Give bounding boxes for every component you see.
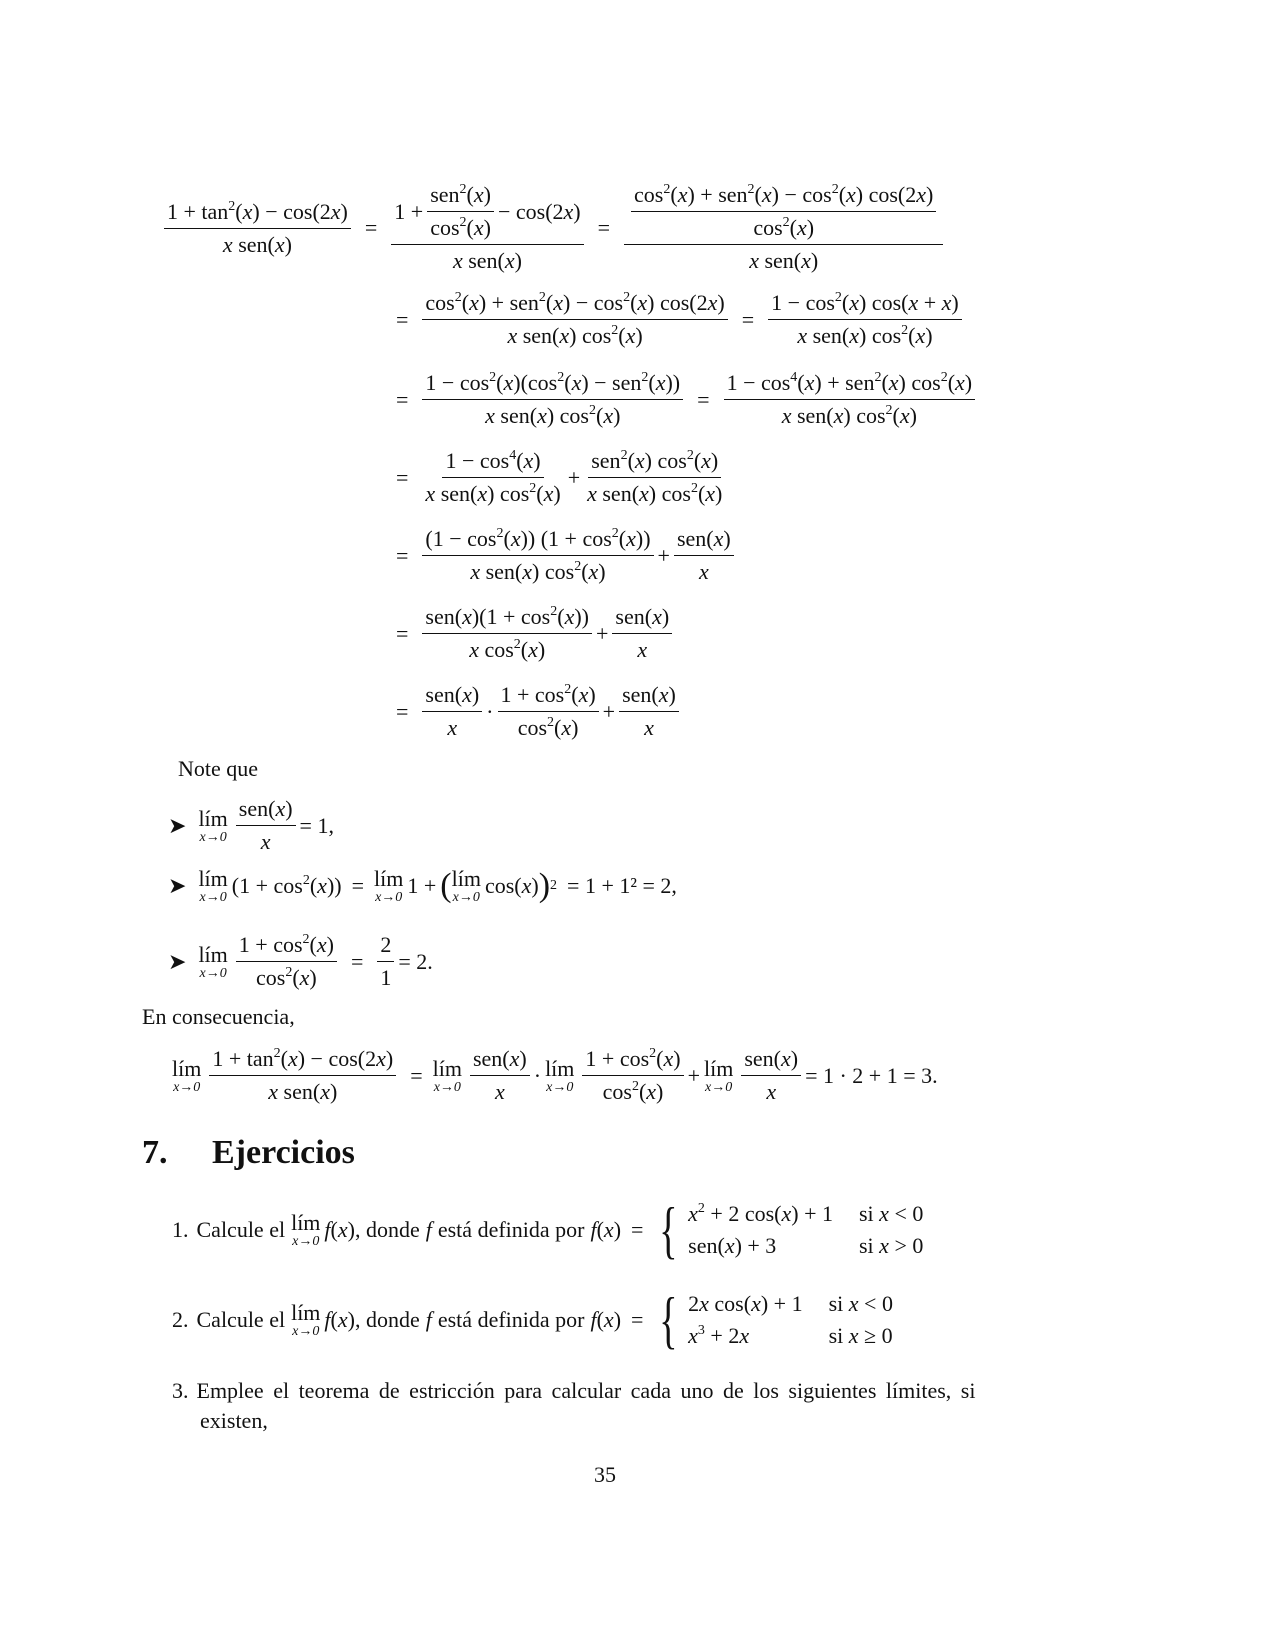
arrowhead-bullet-icon: ➤ (168, 812, 187, 838)
section-number: 7. (142, 1134, 168, 1171)
page-number: 35 (594, 1462, 616, 1487)
conclusion-intro: En consecuencia, (142, 1004, 295, 1029)
arrowhead-bullet-icon: ➤ (168, 948, 187, 974)
equation-row-4: = $\frac{1 - \cos^4(x)}{x sen(x) \cos^2(x)}$ + $\frac{sen^2(x) \cos^2(x)}{x sen(x) \cos^2(x)}$ (396, 448, 723, 506)
exercise-3 (172, 1378, 975, 1434)
limit-note-1-result: = 1, (299, 812, 334, 838)
final-limit-equation: lím x→0 $\frac{1 + \tan^2(x) - \cos(2x)}{\text{x sen(x)}}$ = lím x→0 $\frac{\text{sen(x)}}{x}$ · lím x→0 $\frac{1 + \cos^2(x)}{\cos^2(x)}$ + lím x→0 $\frac{\text{sen(x)}}{x}$ = 1 · 2 + 1 = 3. (172, 1046, 938, 1104)
final-result: = 1 · 2 + 1 = 3. (805, 1062, 938, 1088)
exercise-3-number: 3. (172, 1378, 189, 1403)
exercise-1: 1. Calcule el lím x→0 f(x) , donde f está definida por f(x) = { $x^2 + 2$ cos(x) + 1 si x < 0 sen(x) + 3 si x > 0 (172, 1194, 924, 1265)
equation-row-2: = $\frac{\cos^2(x) + sen^2(x) - \cos^2(x) \cos(2x)}{x sen(x) \cos^2(x)}$ = $\frac{1 - \cos^2(x) \cos(x + x)}{x sen(x) \cos^2(x)}$ (386, 290, 966, 349)
exercise-2-number: 2. (172, 1307, 189, 1332)
arrowhead-bullet-icon: ➤ (168, 873, 187, 898)
note-intro: Note que (178, 756, 259, 781)
exercise-2-text-c: está definida por (437, 1307, 585, 1332)
equation-row-1: $\frac{1 + \tan^2(x) - \cos(2x)}{\text{x sen(x)}}$ = 1 + $\frac{sen^2(x)}{\cos^2(x)}$ − cos(2 x ) x sen(x) = $\frac{\frac{\cos^2(x) + sen^2(x) - \cos^2(x) \cos(2x)}{\cos^2(x)}}{\text{x sen(x)}}$ (160, 182, 947, 274)
section-title: Ejercicios (212, 1134, 355, 1171)
exercise-1-text-a: Calcule el (196, 1217, 286, 1242)
exercise-2: 2. Calcule el lím x→0 f(x) , donde f está definida por f(x) = { 2x cos(x) + 1 si x < 0 $x^3 + 2x$ si x ≥ 0 (172, 1284, 893, 1355)
equation-row-3: = $\frac{1 - \cos^2(x)(\cos^2(x) - sen^2(x))}{x sen(x) \cos^2(x)}$ = $\frac{1 - \cos^4(x) + sen^2(x) \cos^2(x)}{x sen(x) \cos^2(x)}$ (386, 370, 979, 429)
limit-note-3: ➤ lím x→0 $\frac{1 + \cos^2(x)}{\cos^2(x)}$ = $\frac{2}{1}$ = 2. (168, 932, 433, 990)
exercise-1-number: 1. (172, 1217, 189, 1242)
limit-note-1: ➤ lím x→0 $\frac{\text{sen(x)}}{x}$ = 1, (168, 796, 334, 854)
limit-note-3-result: = 2. (398, 948, 433, 974)
exercise-1-text-b: , donde (354, 1217, 420, 1242)
exercise-1-text-c: está definida por (437, 1217, 585, 1242)
limit-note-2-result: = 1 + 1² = 2, (567, 873, 677, 898)
exercise-2-text-a: Calcule el (196, 1307, 286, 1332)
exercise-2-text-b: , donde (354, 1307, 420, 1332)
section-heading (142, 1134, 355, 1172)
exercise-3-line-1: Emplee el teorema de estricción para calcular cada uno de los siguientes límites, si (196, 1378, 976, 1403)
limit-note-2: ➤ lím x→0 $(1 + \cos^2(x))$ = lím x→0 1 + ( lím x→0 cos(x) ) 2 = 1 + 1² = 2, (168, 866, 677, 905)
equation-row-5: = $\frac{(1 - \cos^2(x)) (1 + \cos^2(x))}{x sen(x) \cos^2(x)}$ + $\frac{\text{sen(x)}}{x}$ (386, 526, 738, 585)
equation-row-7: = $\frac{\text{sen(x)}}{x}$ · $\frac{1 + \cos^2(x)}{\cos^2(x)}$ + $\frac{\text{sen(x)}}{x}$ (386, 682, 683, 741)
equation-row-6: = $\frac{sen(x)(1 + \cos^2(x))}{x \cos^2(x)}$ + $\frac{\text{sen(x)}}{x}$ (386, 604, 676, 663)
exercise-3-line-2: existen, (200, 1408, 268, 1433)
